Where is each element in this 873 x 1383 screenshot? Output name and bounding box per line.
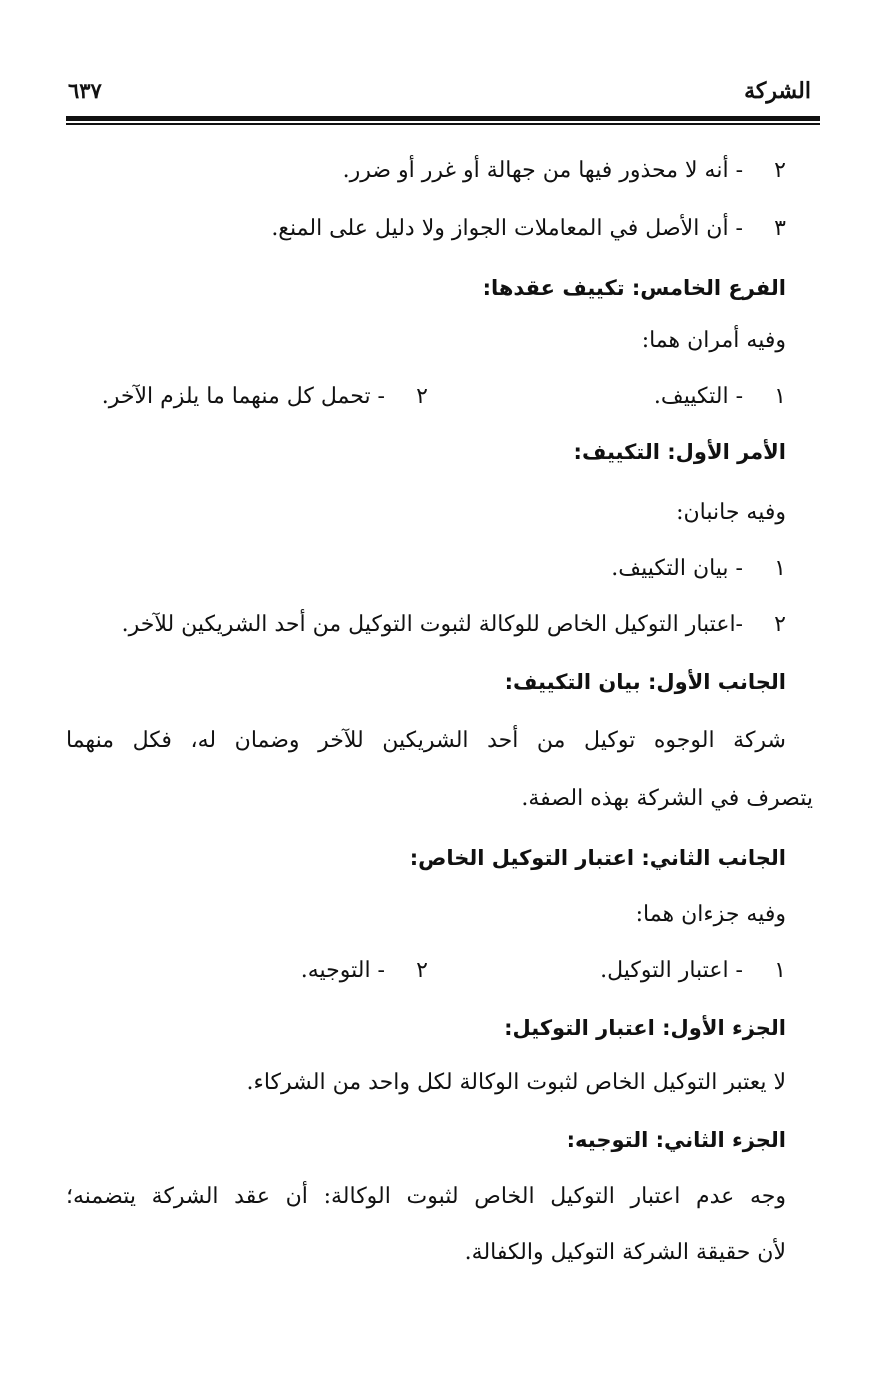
paragraph-line: وفيه جانبان: [676, 500, 786, 525]
list-item [102, 384, 428, 409]
list-number: ٢ [774, 158, 786, 183]
paragraph-line: يتصرف في الشركة بهذه الصفة. [521, 786, 813, 811]
list-item [271, 216, 786, 241]
list-number: ٢ [416, 958, 428, 983]
list-text: - التوجيه. [300, 958, 385, 983]
section-heading: الجزء الثاني: التوجيه: [566, 1128, 786, 1152]
list-item [654, 384, 786, 409]
list-number: ٣ [774, 216, 786, 241]
list-number: ١ [774, 556, 786, 581]
paragraph-line: وفيه أمران هما: [641, 328, 786, 353]
section-heading: الأمر الأول: التكييف: [573, 440, 786, 464]
list-number: ١ [774, 384, 786, 409]
list-item [611, 556, 786, 581]
list-number: ٢ [416, 384, 428, 409]
page-number: ٦٣٧ [68, 78, 102, 103]
paragraph-line: لا يعتبر التوكيل الخاص لثبوت الوكالة لكل واحد من الشركاء. [246, 1070, 786, 1095]
list-text: - أنه لا محذور فيها من جهالة أو غرر أو ضرر. [342, 158, 743, 183]
list-text: -اعتبار التوكيل الخاص للوكالة لثبوت التوكيل من أحد الشريكين للآخر. [121, 612, 743, 637]
header-rule-thin [66, 123, 820, 125]
section-heading: الجانب الأول: بيان التكييف: [504, 670, 786, 694]
list-number: ١ [774, 958, 786, 983]
list-text: - بيان التكييف. [611, 556, 743, 581]
list-item [600, 958, 786, 983]
paragraph-line: وفيه جزءان هما: [635, 902, 786, 927]
paragraph-line: لأن حقيقة الشركة التوكيل والكفالة. [464, 1240, 786, 1265]
list-item [301, 958, 428, 983]
section-heading: الفرع الخامس: تكييف عقدها: [482, 276, 786, 300]
section-heading: الجزء الأول: اعتبار التوكيل: [504, 1016, 786, 1040]
paragraph-line: وجه عدم اعتبار التوكيل الخاص لثبوت الوكالة: أن عقد الشركة يتضمنه؛ [66, 1184, 786, 1209]
running-header-title: الشركة [744, 78, 811, 104]
paragraph-line: شركة الوجوه توكيل من أحد الشريكين للآخر وضمان له، فكل منهما [66, 728, 786, 753]
list-text: - اعتبار التوكيل. [600, 958, 743, 983]
header-rule-thick [66, 116, 820, 121]
list-text: - تحمل كل منهما ما يلزم الآخر. [101, 384, 385, 409]
list-item [122, 612, 786, 637]
list-number: ٢ [774, 612, 786, 637]
list-text: - أن الأصل في المعاملات الجواز ولا دليل على المنع. [271, 216, 743, 241]
list-item [343, 158, 786, 183]
section-heading: الجانب الثاني: اعتبار التوكيل الخاص: [409, 846, 786, 870]
list-text: - التكييف. [653, 384, 743, 409]
